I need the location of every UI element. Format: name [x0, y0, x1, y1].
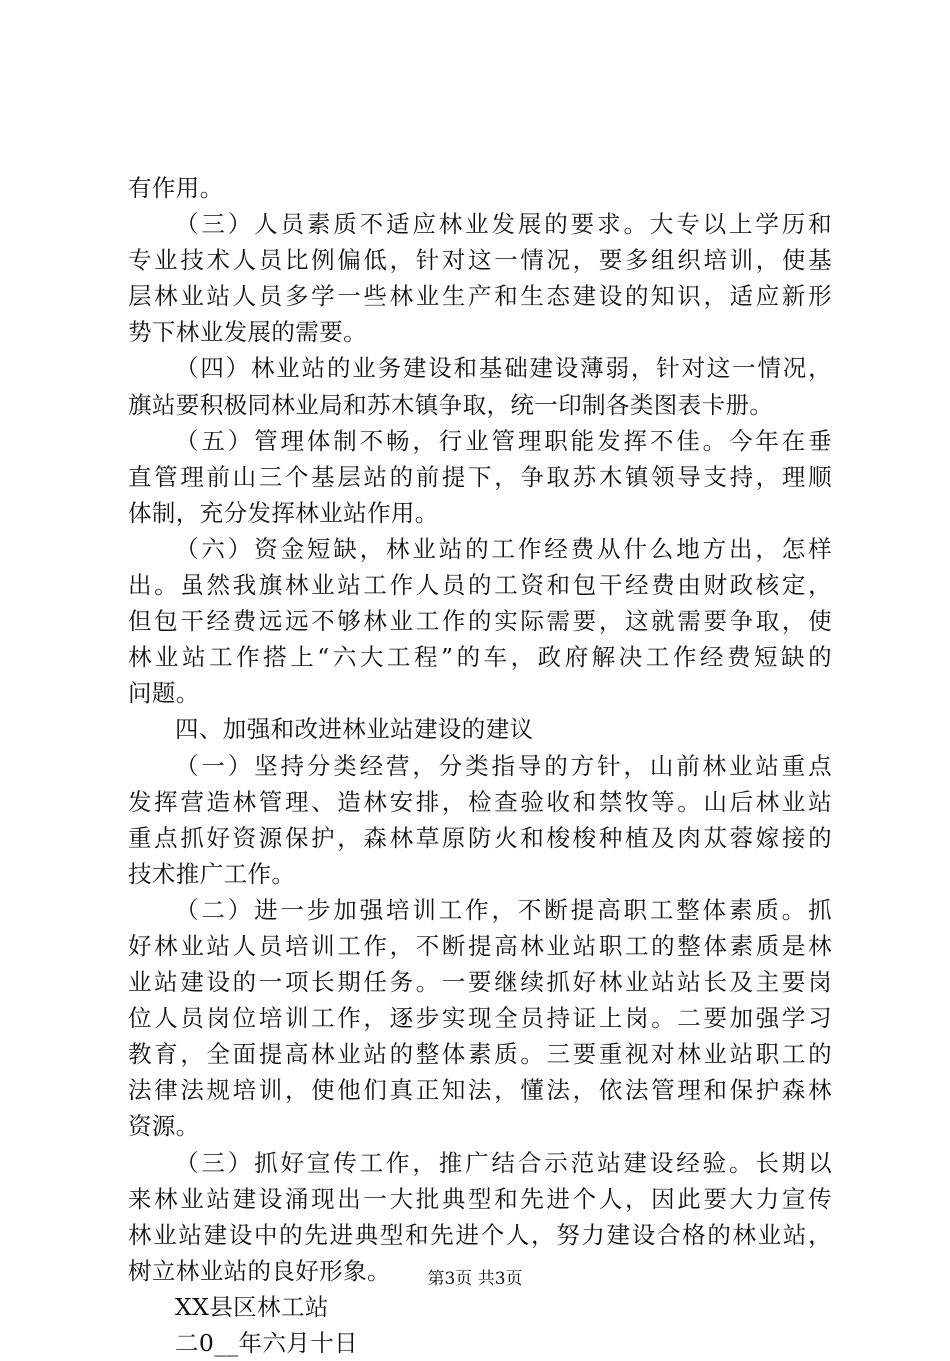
paragraph-line: 位人员岗位培训工作，逐步实现全员持证上岗。二要加强学习	[128, 1004, 832, 1033]
paragraph-line: 旗站要积极同林业局和苏木镇争取，统一印制各类图表卡册。	[128, 390, 774, 419]
paragraph-line: （三）人员素质不适应林业发展的要求。大专以上学历和	[175, 210, 832, 239]
paragraph-line: 来林业站建设涌现出一大批典型和先进个人，因此要大力宣传	[128, 1184, 832, 1213]
paragraph-line: （二）进一步加强培训工作，不断提高职工整体素质。抓	[175, 895, 832, 924]
paragraph-line: 林业站建设中的先进典型和先进个人，努力建设合格的林业站，	[128, 1220, 832, 1249]
paragraph-line: 教育，全面提高林业站的整体素质。三要重视对林业站职工的	[128, 1040, 832, 1069]
paragraph-line: 体制，充分发挥林业站作用。	[128, 498, 439, 527]
section-heading-line: 四、加强和改进林业站建设的建议	[175, 715, 534, 744]
paragraph-line: 重点抓好资源保护，森林草原防火和梭梭种植及肉苁蓉嫁接的	[128, 823, 832, 852]
paragraph-line: （六）资金短缺，林业站的工作经费从什么地方出，怎样	[175, 534, 832, 563]
section-heading-line: XX县区林工站	[175, 1292, 329, 1321]
paragraph-line: （一）坚持分类经营，分类指导的方针，山前林业站重点	[175, 751, 832, 780]
paragraph-line: 技术推广工作。	[128, 859, 296, 888]
paragraph-line: 直管理前山三个基层站的前提下，争取苏木镇领导支持，理顺	[128, 462, 832, 491]
paragraph-line: 资源。	[128, 1112, 200, 1141]
paragraph-line: 问题。	[128, 679, 200, 708]
paragraph-line: 好林业站人员培训工作，不断提高林业站职工的整体素质是林	[128, 931, 832, 960]
document-body	[128, 170, 832, 1361]
paragraph-line: 业站建设的一项长期任务。一要继续抓好林业站站长及主要岗	[128, 968, 832, 997]
paragraph-line: 发挥营造林管理、造林安排，检查验收和禁牧等。山后林业站	[128, 787, 832, 816]
page-footer: 第3页 共3页	[427, 1269, 523, 1289]
paragraph-line: 势下林业发展的需要。	[128, 318, 367, 347]
paragraph-line: 专业技术人员比例偏低，针对这一情况，要多组织培训，使基	[128, 246, 832, 275]
paragraph-line: 林业站工作搭上“六大工程”的车，政府解决工作经费短缺的	[128, 643, 832, 672]
paragraph-line: 树立林业站的良好形象。	[128, 1256, 391, 1285]
paragraph-line: 层林业站人员多学一些林业生产和生态建设的知识，适应新形	[128, 282, 832, 311]
paragraph-line: 但包干经费远远不够林业工作的实际需要，这就需要争取，使	[128, 607, 832, 636]
section-heading-line: 二0__年六月十日	[175, 1329, 359, 1357]
paragraph-line: （四）林业站的业务建设和基础建设薄弱，针对这一情况，	[175, 354, 832, 383]
paragraph-line: 法律法规培训，使他们真正知法，懂法，依法管理和保护森林	[128, 1076, 832, 1105]
paragraph-line: （五）管理体制不畅，行业管理职能发挥不佳。今年在垂	[175, 426, 832, 455]
paragraph-line: 有作用。	[128, 174, 224, 202]
paragraph-line: （三）抓好宣传工作，推广结合示范站建设经验。长期以	[175, 1148, 832, 1177]
paragraph-line: 出。虽然我旗林业站工作人员的工资和包干经费由财政核定，	[128, 571, 832, 600]
